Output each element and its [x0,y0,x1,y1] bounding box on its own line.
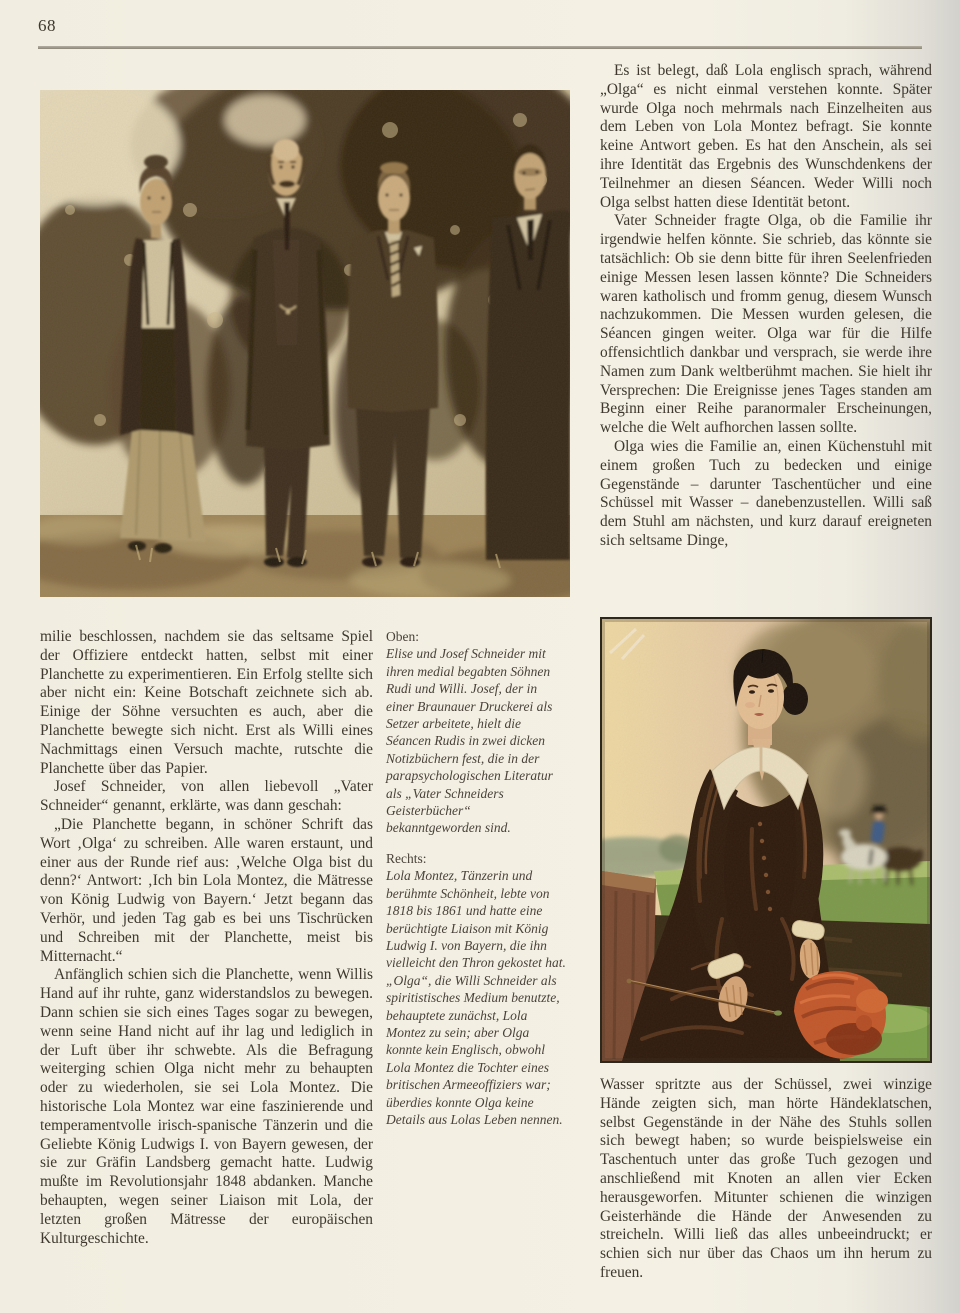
caption-label: Oben: [386,629,419,644]
right-column-top [600,62,932,551]
caption-column [386,628,566,1128]
paragraph: Josef Schneider, von allen liebevoll „Vater Schneider“ genannt, erklärte, was dann geschah: [40,778,373,815]
paragraph: „Die Planchette begann, in schöner Schrift das Wort ‚Olga‘ zu schreiben. Alle waren erstaunt, und einer aus der Runde rief aus: ‚Welche Olga bist du denn?‘ Antwort: ‚Ich bin Lola Montez, die Mätresse von König Ludwig von Bayern.‘ Jetzt begann das Verhör, und jeden Tag gab es bei uns Tischrücken und Schreiben mit der Planchette, meist bis Mitternacht.“ [40,815,373,965]
family-photo-image [40,90,570,597]
paragraph: Es ist belegt, daß Lola englisch sprach, während „Olga“ es nicht einmal verstehen konnte. Später wurde Olga noch mehrmals nach Einzelheiten aus dem Leben von Lola Montez befragt. Sie konnte keine Antwort geben. Es hat den Anschein, als sei ihre Identität das Ergebnis des Wunschdenkens der Teilnehmer an diesen Séancen. Weder Willi noch Olga selbst hatten diese Identität betont. [600,62,932,211]
paragraph: Wasser spritzte aus der Schüssel, zwei winzige Hände zeigten sich, man hörte Händeklatschen, selbst Gegenstände in der Nähe des Stuhls sollen sich bewegt haben; so wurde beispielsweise ein Taschentuch unter das große Tuch gezogen und anschließend mit Knoten an allen vier Ecken herausgeworfen. Mitunter schienen die winzigen Geisterhände die Hände der Anwesenden zu streicheln. Willi ließ das alles unbeeindruckt; er schien sich nur über das Chaos um ihn herum zu freuen. [600,1076,932,1281]
header-rule [38,46,922,49]
paragraph: Anfänglich schien sich die Planchette, wenn Willis Hand auf ihr ruhte, ganz widerstandslos zu bewegen. Dann schien sie sich eines Tages sogar zu bewegen, wenn seine Hand nicht auf ihr lag und lediglich in der Luft über ihr schwebte. Als die Befragung weiterging schien Olga nicht mehr zu behaupten oder zu wiederholen, sie sei Lola Montez. Die historische Lola Montez war eine faszinierende und temperamentvolle irisch-spanische Tänzerin und die Geliebte König Ludwigs I. von Bayern gewesen, der sie zur Gräfin Landsberg gemacht hatte. Ludwig mußte im Revolutionsjahr 1848 abdanken. Manche behaupten, wegen seiner Liaison mit Lola, der letzten großen Mätresse der europäischen Kulturgeschichte. [40,966,373,1247]
caption-text: Elise und Josef Schneider mit ihren medial begabten Söhnen Rudi und Willi. Josef, der in einer Braunauer Druckerei als Setzer arbeitete, hielt die Séancen Rudis in zwei dicken Notizbüchern fest, die in der parapsychologischen Literatur als „Vater Schneiders Geisterbücher“ bekanntgeworden sind. [386,646,553,836]
caption-top [386,628,566,837]
right-column-bottom [600,1076,932,1283]
family-photo [40,90,570,597]
portrait-image [602,619,930,1061]
page-number: 68 [38,16,56,35]
paragraph: milie beschlossen, nachdem sie das seltsame Spiel der Offiziere entdeckt hatten, selbst mit einer Planchette zu experimentieren. Ein Erfolg stellte sich aber nicht ein: Keine Botschaft zeichnete sich ab. Einige der Söhne versuchten es auch, aber die Planchette bewegte sich nicht. Erst als Willi eines Nachmittags einen Versuch machte, rutschte die Planchette über das Papier. [40,628,373,777]
lola-montez-portrait [600,617,932,1063]
caption-text: Lola Montez, Tänzerin und berühmte Schönheit, lebte von 1818 bis 1861 und hatte eine berüchtigte Liaison mit König Ludwig I. von Bayern, die ihn vielleicht den Thron gekostet hat. „Olga“, die Willi Schneider als spiritistisches Medium benutzte, behauptete zunächst, Lola Montez zu sein; aber Olga konnte kein Englisch, obwohl Lola Montez die Tochter eines britischen Armeeoffiziers war; überdies konnte Olga keine Details aus Lolas Leben nennen. [386,868,566,1127]
paragraph: Vater Schneider fragte Olga, ob die Familie ihr irgendwie helfen könnte. Sie schrieb, das könnte sie tatsächlich: Ob sie denn bitte für ihren Seelenfrieden einige Messen lesen lassen könnte? Die Schneiders waren katholisch und fromm genug, diesem Wunsch nachzukommen. Die Messen wurden gelesen, die Séancen gingen weiter. Olga war für die Hilfe offensichtlich dankbar und versprach, sie werde ihre Namen zum Dank weltberühmt machen. Sie hielt ihr Versprechen: Die Ereignisse jenes Tages standen am Beginn einer Reihe paranormaler Erscheinungen, welche die Welt aufhorchen lassen sollte. [600,212,932,437]
paragraph: Olga wies die Familie an, einen Küchenstuhl mit einem großen Tuch zu bedecken und einige Gegenstände – darunter Taschentücher und eine Schüssel mit Wasser – danebenzustellen. Willi saß dem Stuhl am nächsten, und kurz darauf ereigneten sich seltsame Dinge, [600,437,932,549]
left-column [40,628,373,1248]
caption-right [386,850,566,1129]
caption-label: Rechts: [386,850,427,866]
